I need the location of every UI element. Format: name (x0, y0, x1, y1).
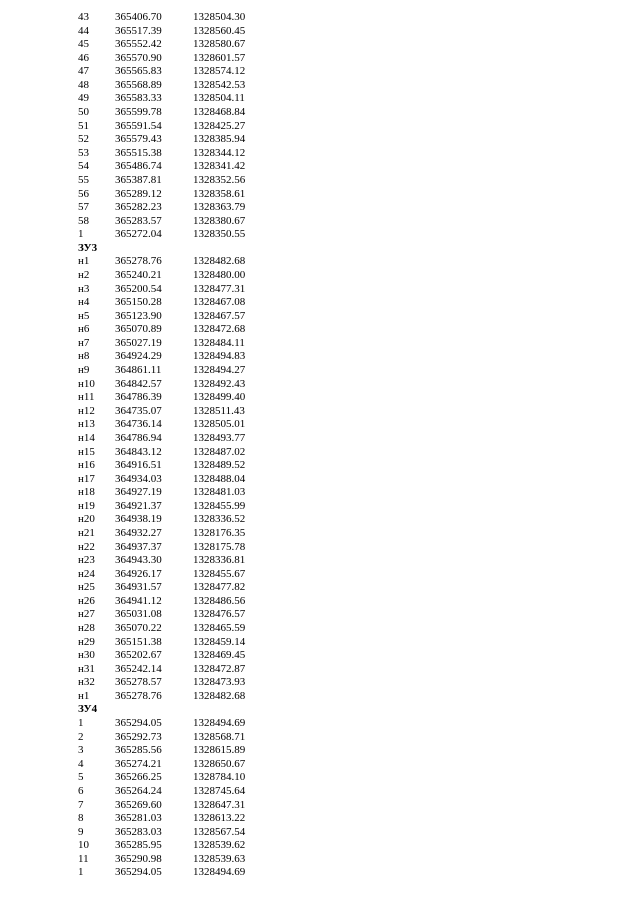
table-row (0, 486, 640, 500)
point-number: 5 (78, 771, 84, 784)
x-coordinate: 365281.03 (115, 812, 162, 825)
x-coordinate: 365292.73 (115, 730, 162, 743)
y-coordinate: 1328560.45 (193, 24, 246, 37)
x-coordinate: 365591.54 (115, 119, 162, 132)
y-coordinate: 1328504.11 (193, 92, 245, 105)
table-row (0, 568, 640, 582)
y-coordinate: 1328494.27 (193, 364, 246, 377)
table-row (0, 38, 640, 52)
point-number: н24 (78, 567, 95, 580)
section-heading (0, 703, 640, 717)
table-row (0, 595, 640, 609)
table-row (0, 473, 640, 487)
point-number: н19 (78, 499, 95, 512)
y-coordinate: 1328344.12 (193, 146, 246, 159)
point-number: 3 (78, 744, 84, 757)
y-coordinate: 1328467.08 (193, 296, 246, 309)
table-row (0, 228, 640, 242)
point-number: н6 (78, 323, 90, 336)
point-number: н9 (78, 364, 90, 377)
point-number: 1 (78, 717, 84, 730)
y-coordinate: 1328539.62 (193, 839, 246, 852)
table-row (0, 296, 640, 310)
x-coordinate: 364786.39 (115, 391, 162, 404)
x-coordinate: 364943.30 (115, 554, 162, 567)
y-coordinate: 1328472.87 (193, 662, 246, 675)
point-number: н16 (78, 459, 95, 472)
y-coordinate: 1328492.43 (193, 377, 246, 390)
table-row (0, 513, 640, 527)
table-row (0, 391, 640, 405)
x-coordinate: 365031.08 (115, 608, 162, 621)
section-heading (0, 242, 640, 256)
x-coordinate: 365269.60 (115, 798, 162, 811)
y-coordinate: 1328493.77 (193, 431, 246, 444)
point-number: 43 (78, 11, 89, 23)
table-row (0, 690, 640, 704)
x-coordinate: 365283.57 (115, 214, 162, 227)
y-coordinate: 1328176.35 (193, 526, 246, 539)
table-row (0, 405, 640, 419)
x-coordinate: 365579.43 (115, 133, 162, 146)
table-row (0, 215, 640, 229)
table-row (0, 853, 640, 867)
y-coordinate: 1328494.83 (193, 350, 246, 363)
y-coordinate: 1328784.10 (193, 771, 246, 784)
y-coordinate: 1328613.22 (193, 812, 246, 825)
x-coordinate: 365285.95 (115, 839, 162, 852)
x-coordinate: 364941.12 (115, 594, 162, 607)
y-coordinate: 1328489.52 (193, 459, 246, 472)
y-coordinate: 1328487.02 (193, 445, 246, 458)
x-coordinate: 365070.22 (115, 622, 162, 635)
point-number: н30 (78, 649, 95, 662)
point-number: 46 (78, 51, 89, 64)
y-coordinate: 1328336.81 (193, 554, 246, 567)
y-coordinate: 1328484.11 (193, 336, 245, 349)
table-row (0, 744, 640, 758)
x-coordinate: 364786.94 (115, 431, 162, 444)
table-row (0, 92, 640, 106)
point-number: 10 (78, 839, 89, 852)
y-coordinate: 1328494.69 (193, 866, 246, 879)
table-row (0, 717, 640, 731)
point-number: н1 (78, 255, 90, 268)
point-number: н4 (78, 296, 90, 309)
table-row (0, 160, 640, 174)
y-coordinate: 1328472.68 (193, 323, 246, 336)
x-coordinate: 365285.56 (115, 744, 162, 757)
table-row (0, 636, 640, 650)
table-row (0, 350, 640, 364)
table-row (0, 785, 640, 799)
table-row (0, 459, 640, 473)
table-row (0, 378, 640, 392)
y-coordinate: 1328615.89 (193, 744, 246, 757)
x-coordinate: 364926.17 (115, 567, 162, 580)
y-coordinate: 1328363.79 (193, 201, 246, 214)
x-coordinate: 365240.21 (115, 268, 162, 281)
point-number: н14 (78, 431, 95, 444)
point-number: н10 (78, 377, 95, 390)
point-number: н13 (78, 418, 95, 431)
y-coordinate: 1328650.67 (193, 757, 246, 770)
point-number: 48 (78, 78, 89, 91)
point-number: 51 (78, 119, 89, 132)
point-number: 55 (78, 173, 89, 186)
point-number: н2 (78, 268, 90, 281)
x-coordinate: 364735.07 (115, 404, 162, 417)
point-number: 54 (78, 160, 89, 173)
table-row (0, 663, 640, 677)
table-row (0, 527, 640, 541)
x-coordinate: 365294.05 (115, 717, 162, 730)
table-row (0, 446, 640, 460)
x-coordinate: 364931.57 (115, 581, 162, 594)
point-number: 11 (78, 852, 89, 865)
point-number: н17 (78, 472, 95, 485)
point-number: н1 (78, 689, 90, 702)
point-number: н26 (78, 594, 95, 607)
point-number: н21 (78, 526, 95, 539)
y-coordinate: 1328499.40 (193, 391, 246, 404)
point-number: 9 (78, 825, 84, 838)
point-number: н5 (78, 309, 90, 322)
y-coordinate: 1328745.64 (193, 784, 246, 797)
x-coordinate: 365264.24 (115, 784, 162, 797)
x-coordinate: 365515.38 (115, 146, 162, 159)
table-row (0, 283, 640, 297)
table-row (0, 52, 640, 66)
table-row (0, 432, 640, 446)
point-number: н23 (78, 554, 95, 567)
y-coordinate: 1328467.57 (193, 309, 246, 322)
table-row (0, 826, 640, 840)
point-number: 47 (78, 65, 89, 78)
table-row (0, 11, 640, 25)
point-number: н18 (78, 486, 95, 499)
point-number: 45 (78, 38, 89, 51)
y-coordinate: 1328473.93 (193, 676, 246, 689)
table-row (0, 731, 640, 745)
point-number: 49 (78, 92, 89, 105)
x-coordinate: 365202.67 (115, 649, 162, 662)
table-row (0, 337, 640, 351)
point-number: 57 (78, 201, 89, 214)
point-number: н12 (78, 404, 95, 417)
table-row (0, 554, 640, 568)
x-coordinate: 364842.57 (115, 377, 162, 390)
x-coordinate: 364736.14 (115, 418, 162, 431)
point-number: н28 (78, 622, 95, 635)
y-coordinate: 1328511.43 (193, 404, 245, 417)
table-row (0, 866, 640, 880)
point-number: н11 (78, 391, 95, 404)
y-coordinate: 1328477.82 (193, 581, 246, 594)
y-coordinate: 1328488.04 (193, 472, 246, 485)
x-coordinate: 365387.81 (115, 173, 162, 186)
x-coordinate: 365570.90 (115, 51, 162, 64)
table-row (0, 174, 640, 188)
table-row (0, 649, 640, 663)
table-row (0, 79, 640, 93)
coordinate-table (0, 11, 640, 880)
y-coordinate: 1328380.67 (193, 214, 246, 227)
y-coordinate: 1328504.30 (193, 11, 246, 23)
x-coordinate: 364916.51 (115, 459, 162, 472)
y-coordinate: 1328567.54 (193, 825, 246, 838)
point-number: н20 (78, 513, 95, 526)
x-coordinate: 365266.25 (115, 771, 162, 784)
x-coordinate: 365282.23 (115, 201, 162, 214)
table-row (0, 771, 640, 785)
x-coordinate: 364843.12 (115, 445, 162, 458)
y-coordinate: 1328539.63 (193, 852, 246, 865)
x-coordinate: 365278.76 (115, 689, 162, 702)
x-coordinate: 365278.76 (115, 255, 162, 268)
x-coordinate: 364938.19 (115, 513, 162, 526)
x-coordinate: 365583.33 (115, 92, 162, 105)
y-coordinate: 1328486.56 (193, 594, 246, 607)
x-coordinate: 365486.74 (115, 160, 162, 173)
point-number: 6 (78, 784, 84, 797)
point-number: 4 (78, 757, 84, 770)
table-row (0, 608, 640, 622)
point-number: 8 (78, 812, 84, 825)
x-coordinate: 365290.98 (115, 852, 162, 865)
y-coordinate: 1328505.01 (193, 418, 246, 431)
x-coordinate: 365517.39 (115, 24, 162, 37)
x-coordinate: 365151.38 (115, 635, 162, 648)
table-row (0, 758, 640, 772)
table-row (0, 581, 640, 595)
table-row (0, 269, 640, 283)
table-row (0, 622, 640, 636)
x-coordinate: 365150.28 (115, 296, 162, 309)
table-row (0, 364, 640, 378)
x-coordinate: 364937.37 (115, 540, 162, 553)
point-number: 44 (78, 24, 89, 37)
table-row (0, 676, 640, 690)
table-row (0, 500, 640, 514)
x-coordinate: 364932.27 (115, 526, 162, 539)
y-coordinate: 1328352.56 (193, 173, 246, 186)
x-coordinate: 365599.78 (115, 106, 162, 119)
table-row (0, 120, 640, 134)
point-number: н3 (78, 282, 90, 295)
x-coordinate: 364921.37 (115, 499, 162, 512)
table-row (0, 255, 640, 269)
y-coordinate: 1328494.69 (193, 717, 246, 730)
section-title: ЗУ4 (78, 703, 98, 716)
point-number: н29 (78, 635, 95, 648)
x-coordinate: 365272.04 (115, 228, 162, 241)
x-coordinate: 364861.11 (115, 364, 162, 377)
x-coordinate: 365274.21 (115, 757, 162, 770)
x-coordinate: 365200.54 (115, 282, 162, 295)
y-coordinate: 1328459.14 (193, 635, 246, 648)
y-coordinate: 1328574.12 (193, 65, 246, 78)
table-row (0, 25, 640, 39)
y-coordinate: 1328476.57 (193, 608, 246, 621)
x-coordinate: 365070.89 (115, 323, 162, 336)
x-coordinate: 365123.90 (115, 309, 162, 322)
x-coordinate: 365568.89 (115, 78, 162, 91)
x-coordinate: 365242.14 (115, 662, 162, 675)
table-row (0, 799, 640, 813)
y-coordinate: 1328647.31 (193, 798, 246, 811)
y-coordinate: 1328482.68 (193, 255, 246, 268)
x-coordinate: 365565.83 (115, 65, 162, 78)
table-row (0, 65, 640, 79)
point-number: н7 (78, 336, 90, 349)
table-row (0, 147, 640, 161)
y-coordinate: 1328580.67 (193, 38, 246, 51)
point-number: 58 (78, 214, 89, 227)
y-coordinate: 1328358.61 (193, 187, 246, 200)
y-coordinate: 1328341.42 (193, 160, 246, 173)
point-number: н32 (78, 676, 95, 689)
x-coordinate: 365027.19 (115, 336, 162, 349)
y-coordinate: 1328482.68 (193, 689, 246, 702)
point-number: 52 (78, 133, 89, 146)
y-coordinate: 1328350.55 (193, 228, 246, 241)
table-row (0, 323, 640, 337)
point-number: н31 (78, 662, 95, 675)
table-row (0, 541, 640, 555)
x-coordinate: 365294.05 (115, 866, 162, 879)
y-coordinate: 1328601.57 (193, 51, 246, 64)
table-row (0, 106, 640, 120)
x-coordinate: 365552.42 (115, 38, 162, 51)
y-coordinate: 1328480.00 (193, 268, 246, 281)
x-coordinate: 365278.57 (115, 676, 162, 689)
y-coordinate: 1328175.78 (193, 540, 246, 553)
y-coordinate: 1328465.59 (193, 622, 246, 635)
y-coordinate: 1328468.84 (193, 106, 246, 119)
y-coordinate: 1328385.94 (193, 133, 246, 146)
point-number: 56 (78, 187, 89, 200)
point-number: 50 (78, 106, 89, 119)
y-coordinate: 1328477.31 (193, 282, 246, 295)
point-number: н22 (78, 540, 95, 553)
y-coordinate: 1328542.53 (193, 78, 246, 91)
x-coordinate: 364927.19 (115, 486, 162, 499)
x-coordinate: 365289.12 (115, 187, 162, 200)
point-number: н27 (78, 608, 95, 621)
x-coordinate: 365406.70 (115, 11, 162, 23)
point-number: 1 (78, 228, 84, 241)
table-row (0, 839, 640, 853)
point-number: н15 (78, 445, 95, 458)
y-coordinate: 1328455.99 (193, 499, 246, 512)
x-coordinate: 364924.29 (115, 350, 162, 363)
section-title: ЗУ3 (78, 241, 98, 254)
table-row (0, 201, 640, 215)
point-number: н8 (78, 350, 90, 363)
table-row (0, 418, 640, 432)
point-number: 7 (78, 798, 84, 811)
y-coordinate: 1328425.27 (193, 119, 246, 132)
point-number: н25 (78, 581, 95, 594)
y-coordinate: 1328336.52 (193, 513, 246, 526)
table-row (0, 188, 640, 202)
y-coordinate: 1328469.45 (193, 649, 246, 662)
table-row (0, 812, 640, 826)
table-row (0, 310, 640, 324)
y-coordinate: 1328568.71 (193, 730, 246, 743)
table-row (0, 133, 640, 147)
x-coordinate: 365283.03 (115, 825, 162, 838)
x-coordinate: 364934.03 (115, 472, 162, 485)
point-number: 53 (78, 146, 89, 159)
point-number: 2 (78, 730, 84, 743)
point-number: 1 (78, 866, 84, 879)
y-coordinate: 1328481.03 (193, 486, 246, 499)
y-coordinate: 1328455.67 (193, 567, 246, 580)
